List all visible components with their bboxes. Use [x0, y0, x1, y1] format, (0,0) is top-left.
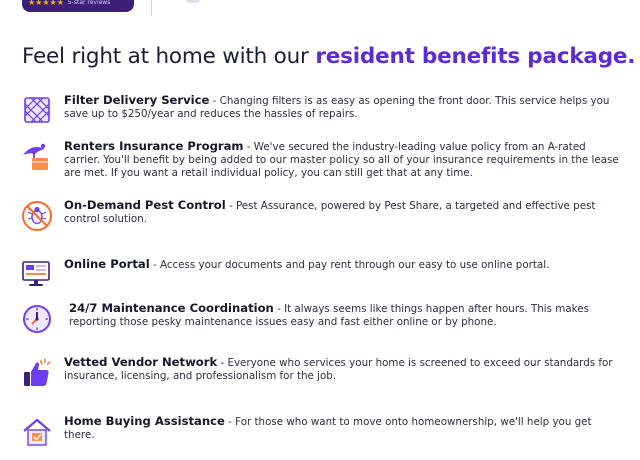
reviews-badge[interactable]	[22, 0, 134, 12]
clock-icon	[20, 302, 54, 336]
benefit-description: Changing filters is as easy as opening the front door. This service helps you save up to $250/year and reduces the hassles of repairs.	[64, 95, 610, 121]
benefit-title: Filter Delivery Service	[64, 93, 210, 107]
benefit-text: Filter Delivery Service - Changing filters is as easy as opening the front door. This service helps you save up to $250/year and reduces the hassles of repairs.	[64, 93, 610, 121]
benefit-title: Vetted Vendor Network	[64, 355, 218, 369]
benefit-title: Home Buying Assistance	[64, 414, 225, 428]
benefit-text: Vetted Vendor Network - Everyone who services your home is screened to exceed our standards for insurance, licensing, and professionalism for the job.	[64, 355, 613, 383]
benefit-text: Online Portal - Access your documents and pay rent through our easy to use online portal.	[64, 257, 550, 271]
pest-control-icon	[20, 199, 54, 233]
benefit-text: 24/7 Maintenance Coordination - It always seems like things happen after hours. This makes reporting those pesky maintenance issues easy and fast either online or by phone.	[69, 301, 589, 329]
page-headline	[22, 44, 635, 69]
top-strip	[0, 0, 640, 20]
filter-icon	[20, 94, 54, 128]
benefit-text: On-Demand Pest Control - Pest Assurance, powered by Pest Share, a targeted and effective pest control solution.	[64, 198, 596, 226]
umbrella-insurance-icon	[20, 140, 54, 174]
benefit-title: On-Demand Pest Control	[64, 198, 226, 212]
benefit-description: Pest Assurance, powered by Pest Share, a targeted and effective pest control solution.	[64, 200, 596, 226]
benefit-description: It always seems like things happen after hours. This makes reporting those pesky maintenance issues easy and fast either online or by phone.	[69, 303, 589, 329]
top-logo-fragment	[186, 0, 200, 3]
headline-highlight: resident benefits package.	[315, 44, 636, 69]
benefit-text: Renters Insurance Program - We've secured the industry-leading value policy from an A-rated carrier. You'll benefit by being added to our master policy so all of your insurance requirements in the lease are met. If you want a retail individual policy, you can still get that at any time.	[64, 139, 619, 180]
benefit-text: Home Buying Assistance - For those who want to move onto homeownership, we'll help you get there.	[64, 414, 592, 442]
benefit-description: Everyone who services your home is screened to exceed our standards for insurance, licensing, and professionalism for the job.	[64, 357, 613, 383]
thumbs-up-icon	[20, 356, 54, 390]
benefit-description: We've secured the industry-leading value policy from an A-rated carrier. You'll benefit by being added to our master policy so all of your insurance requirements in the lease are met. If you want a retail individual policy, you can still get that at any time.	[64, 141, 619, 180]
headline-lead: Feel right at home with our	[22, 44, 316, 69]
top-divider	[151, 0, 152, 16]
benefit-description: For those who want to move onto homeownership, we'll help you get there.	[64, 416, 592, 442]
reviews-label: 5-star reviews	[67, 0, 111, 6]
benefit-title: 24/7 Maintenance Coordination	[69, 301, 274, 315]
benefit-title: Renters Insurance Program	[64, 139, 244, 153]
benefit-description: Access your documents and pay rent through our easy to use online portal.	[160, 259, 550, 271]
home-buying-icon	[20, 415, 54, 449]
online-portal-icon	[20, 258, 54, 292]
benefit-title: Online Portal	[64, 257, 150, 271]
star-rating-icon: ★★★★★	[28, 0, 64, 7]
